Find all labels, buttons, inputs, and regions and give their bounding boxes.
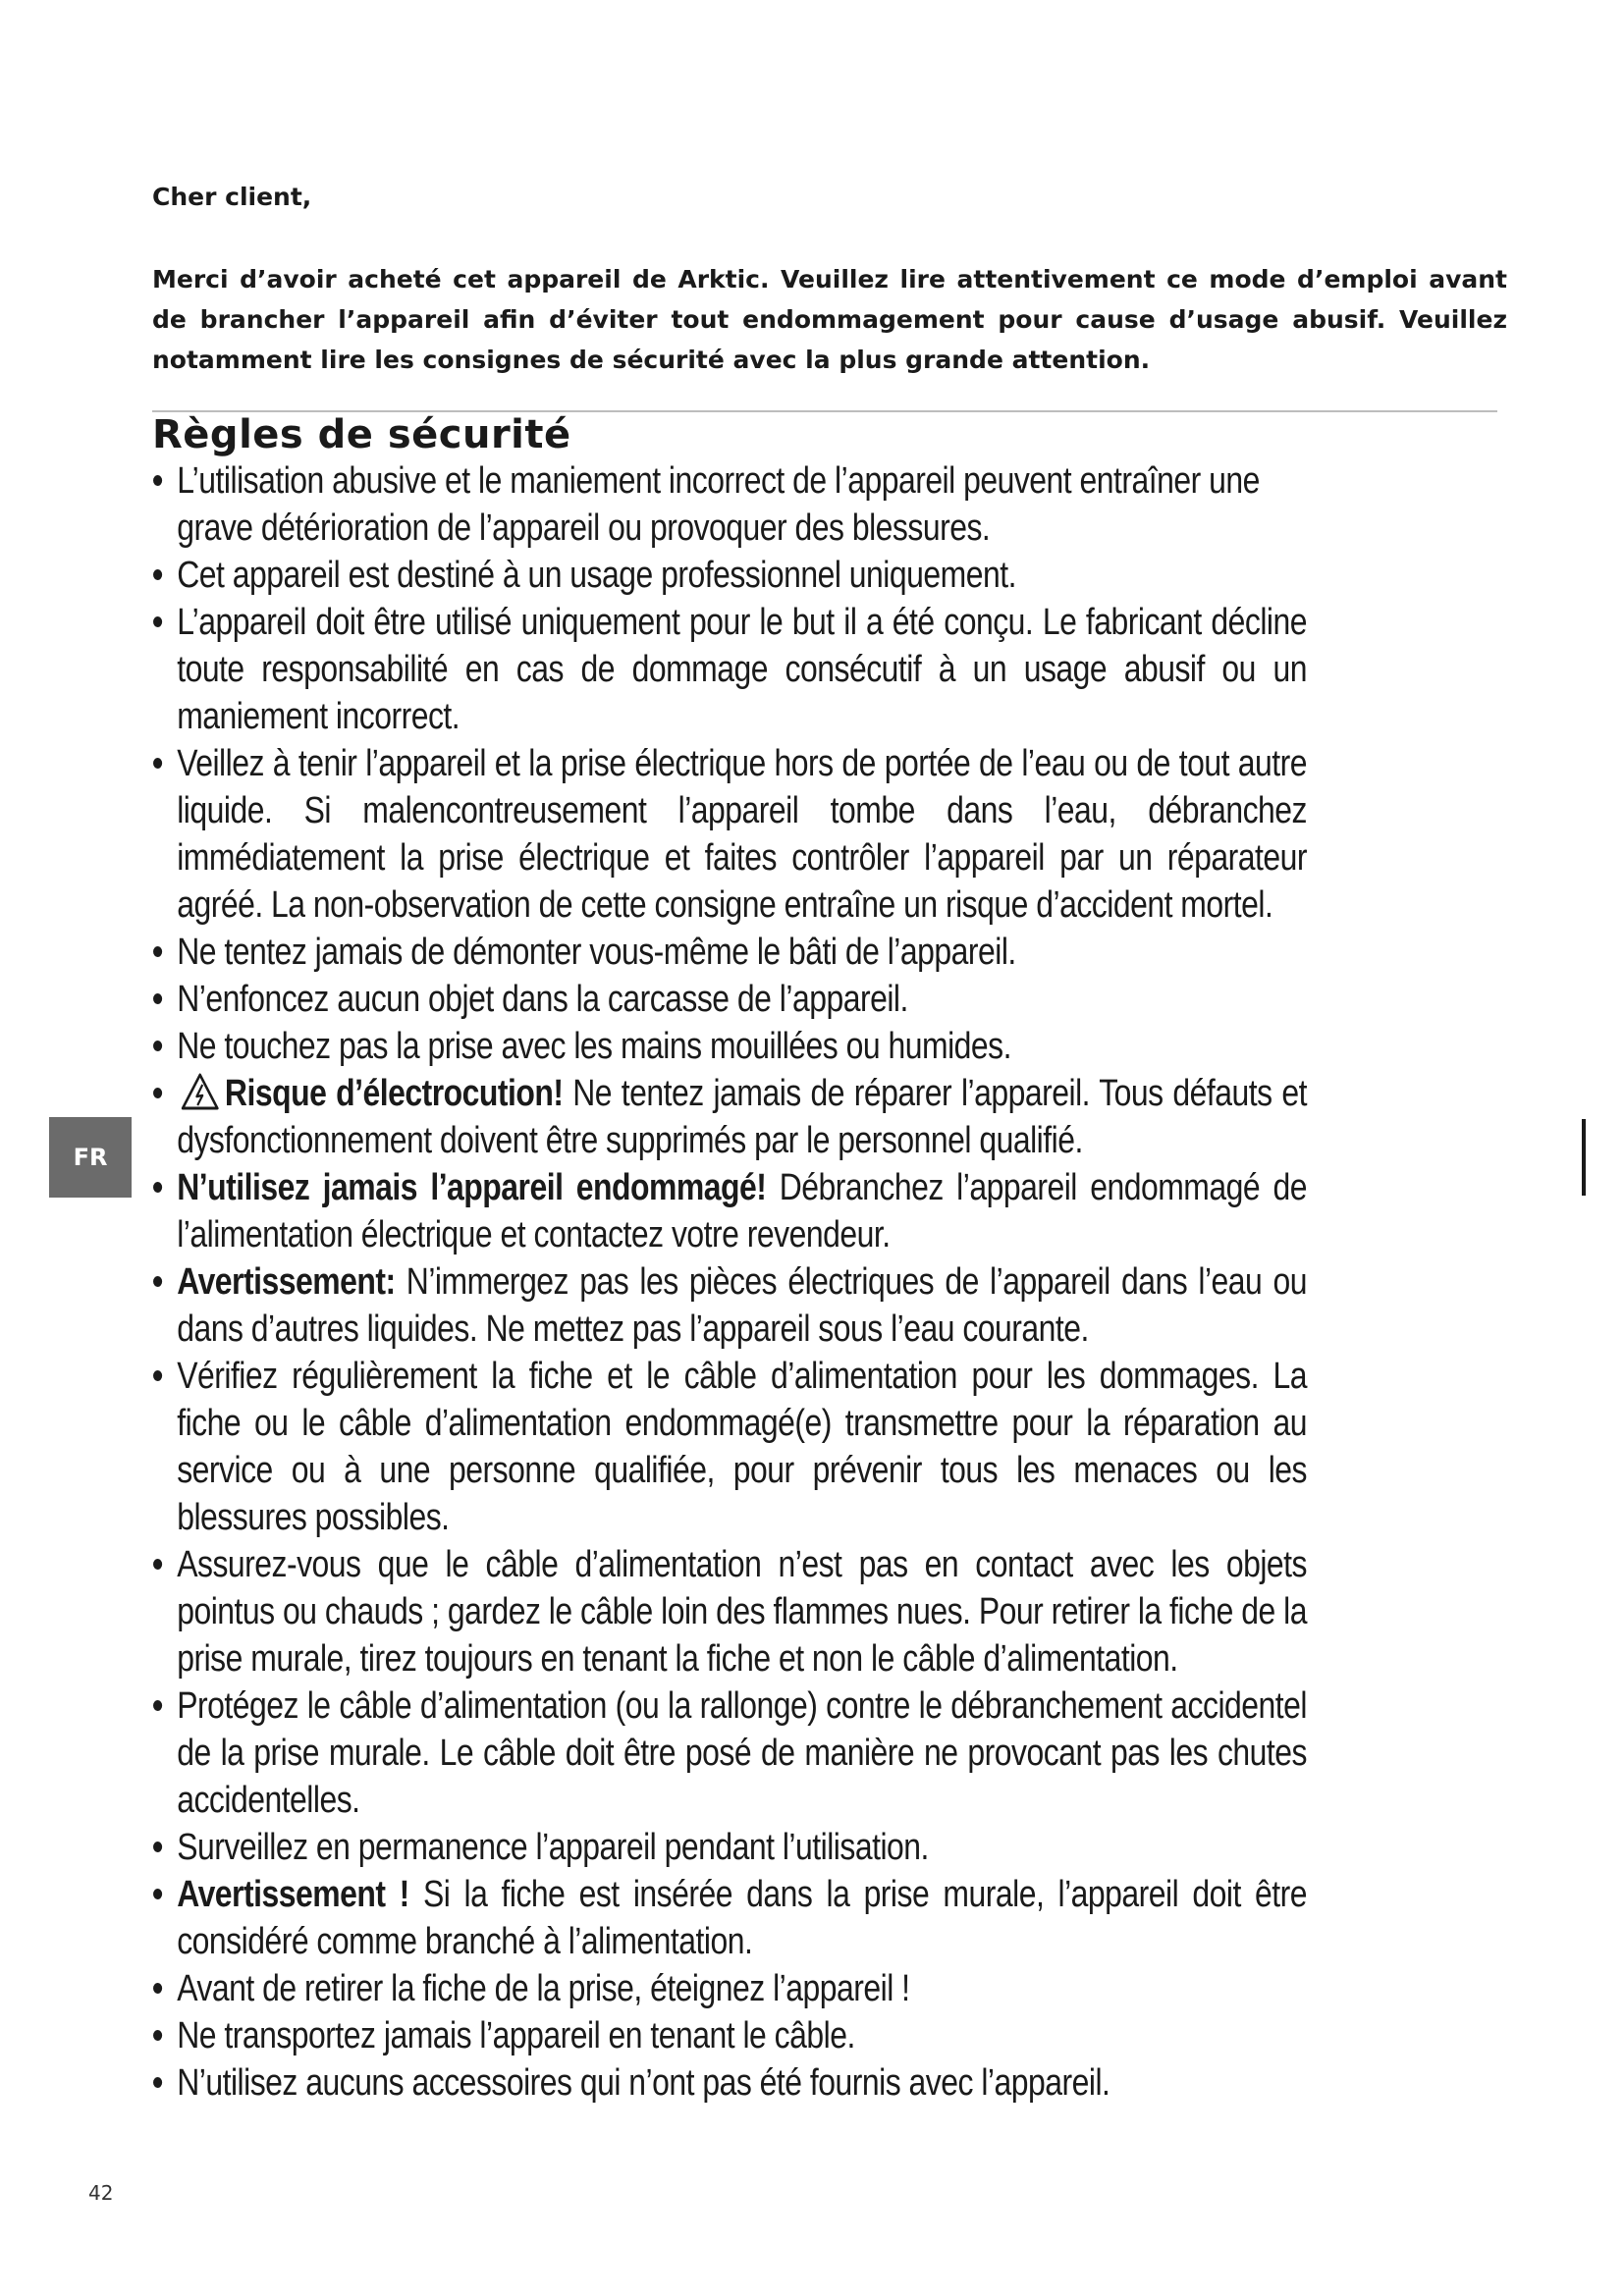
- rule-item: [152, 1258, 1307, 1353]
- rule-text: L’utilisation abusive et le maniement incorrect de l’appareil peuvent entraîner une grave détérioration de l’appareil ou provoquer des blessures.: [177, 460, 1260, 549]
- bullet: •: [152, 979, 163, 1020]
- bullet: •: [152, 1073, 163, 1114]
- bullet: •: [152, 1827, 163, 1868]
- bullet: •: [152, 1544, 163, 1585]
- rule-text: Avant de retirer la fiche de la prise, éteignez l’appareil !: [177, 1968, 910, 2009]
- bullet: •: [152, 2062, 163, 2104]
- rule-bold-label: Avertissement:: [177, 1261, 396, 1303]
- rule-item: [152, 929, 1307, 976]
- rule-item: [152, 1541, 1307, 1682]
- bullet: •: [152, 932, 163, 973]
- rule-text: N’utilisez aucuns accessoires qui n’ont pas été fournis avec l’appareil.: [177, 2062, 1110, 2104]
- rule-text: Protégez le câble d’alimentation (ou la rallonge) contre le débranchement accidentel de la prise murale. Le câble doit être posé de manière ne provocant pas les chutes accidentelles.: [177, 1685, 1308, 1821]
- rule-text: Si la fiche est insérée dans la prise murale, l’appareil doit être considéré comme branché à l’alimentation.: [177, 1874, 1307, 1962]
- rule-item: [152, 1353, 1307, 1541]
- safety-rules-list: [152, 457, 1307, 2107]
- bullet: •: [152, 1874, 163, 1915]
- rule-item: [152, 1871, 1307, 1965]
- intro-paragraph: Merci d’avoir acheté cet appareil de Arktic. Veuillez lire attentivement ce mode d’emploi avant de brancher l’appareil afin d’éviter tout endommagement pour cause d’usage abusif. Veuillez notamment lire les consignes de sécurité avec la plus grande attention.: [152, 265, 1507, 374]
- rule-item: [152, 599, 1307, 740]
- rule-text: Ne touchez pas la prise avec les mains mouillées ou humides.: [177, 1026, 1011, 1067]
- bullet: •: [152, 460, 163, 502]
- rule-item: [152, 1682, 1307, 1824]
- rule-item: [152, 1023, 1307, 1070]
- bullet: •: [152, 1261, 163, 1303]
- rule-item: [152, 976, 1307, 1023]
- bullet: •: [152, 1968, 163, 2009]
- rule-item: [152, 2059, 1307, 2107]
- bullet: •: [152, 2015, 163, 2056]
- rule-text: Assurez-vous que le câble d’alimentation n’est pas en contact avec les objets pointus ou chauds ; gardez le câble loin des flammes nues. Pour retirer la fiche de la prise murale, tirez toujours en tenant la fiche et non le câble d’alimentation.: [177, 1544, 1308, 1680]
- electric-hazard-warning-icon: [181, 1072, 220, 1111]
- rule-text: Veillez à tenir l’appareil et la prise électrique hors de portée de l’eau ou de tout autre liquide. Si malencontreusement l’appareil tombe dans l’eau, débranchez immédiatement la prise électrique et faites contrôler l’appareil par un réparateur agréé. La non-observation de cette consigne entraîne un risque d’accident mortel.: [177, 743, 1308, 926]
- rule-item: [152, 2012, 1307, 2059]
- page-number: 42: [88, 2181, 114, 2205]
- rule-item: [152, 1824, 1307, 1871]
- rule-text: L’appareil doit être utilisé uniquement pour le but il a été conçu. Le fabricant décline toute responsabilité en cas de dommage consécutif à un usage abusif ou un maniement incorrect.: [177, 602, 1308, 737]
- rule-item: [152, 457, 1307, 552]
- rule-item: [152, 1164, 1307, 1258]
- bullet: •: [152, 1685, 163, 1727]
- language-tab: FR: [49, 1117, 132, 1198]
- bullet: •: [152, 555, 163, 596]
- rule-bold-label: Avertissement !: [177, 1874, 409, 1915]
- rule-bold-label: N’utilisez jamais l’appareil endommagé!: [177, 1167, 767, 1208]
- rule-text: Débranchez l’appareil endommagé de l’alimentation électrique et contactez votre revendeur.: [177, 1167, 1307, 1255]
- rule-item: [152, 1070, 1307, 1164]
- rule-bold-label: Risque d’électrocution!: [224, 1073, 564, 1114]
- rule-item: [152, 552, 1307, 599]
- greeting: Cher client,: [152, 183, 312, 211]
- rule-item: [152, 740, 1307, 929]
- bullet: •: [152, 1026, 163, 1067]
- section-heading: Règles de sécurité: [152, 412, 571, 457]
- rule-text: Ne tentez jamais de réparer l’appareil. Tous défauts et dysfonctionnement doivent être supprimés par le personnel qualifié.: [177, 1073, 1307, 1161]
- rule-text: Ne tentez jamais de démonter vous-même le bâti de l’appareil.: [177, 932, 1016, 973]
- rule-text: Cet appareil est destiné à un usage professionnel uniquement.: [177, 555, 1016, 596]
- bullet: •: [152, 743, 163, 784]
- rule-text: Surveillez en permanence l’appareil pendant l’utilisation.: [177, 1827, 929, 1868]
- margin-marker: [1582, 1119, 1586, 1196]
- bullet: •: [152, 1167, 163, 1208]
- rule-text: Vérifiez régulièrement la fiche et le câble d’alimentation pour les dommages. La fiche ou le câble d’alimentation endommagé(e) transmettre pour la réparation au service ou à une personne qualifiée, pour prévenir tous les menaces ou les blessures possibles.: [177, 1356, 1308, 1538]
- bullet: •: [152, 1356, 163, 1397]
- rule-text: N’enfoncez aucun objet dans la carcasse de l’appareil.: [177, 979, 908, 1020]
- rule-text: N’immergez pas les pièces électriques de l’appareil dans l’eau ou dans d’autres liquides. Ne mettez pas l’appareil sous l’eau courante.: [177, 1261, 1308, 1350]
- bullet: •: [152, 602, 163, 643]
- rule-text: Ne transportez jamais l’appareil en tenant le câble.: [177, 2015, 855, 2056]
- rule-item: [152, 1965, 1307, 2012]
